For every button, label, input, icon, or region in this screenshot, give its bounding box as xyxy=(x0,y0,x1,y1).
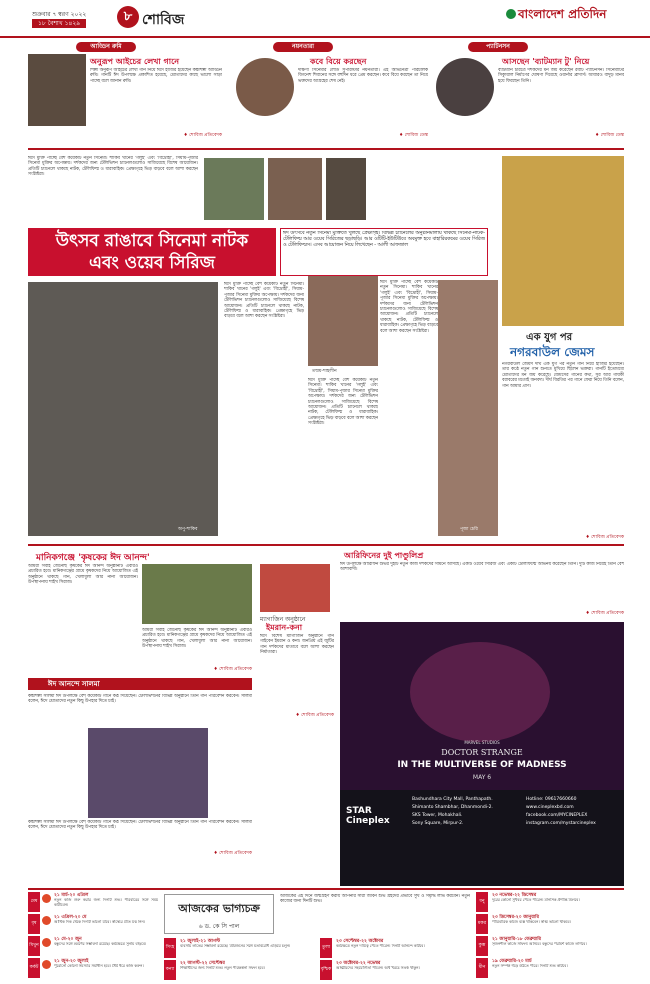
sign-text: শিক্ষার্থীদের জন্য দিনটি শুভ। নতুন পরিকল্পনা সফল হবে। xyxy=(180,966,265,970)
photo-caption: অপু-শাকিব xyxy=(178,527,198,532)
couple-photo-2 xyxy=(308,276,378,366)
newspaper-logo xyxy=(506,5,616,31)
sign-text: পুরোনো কোনো সমস্যার সমাধান হবে। ধৈর্য ধরে কাজ করুন। xyxy=(54,964,144,968)
horoscope-entry xyxy=(28,958,158,980)
sign-text: আর্থিক দিক থেকে দিনটি ভালো যাবে। স্বাস্থ্যের প্রতি যত্ন নিন। xyxy=(54,920,145,924)
sign-text: নতুন সম্পর্ক গড়ে উঠতে পারে। দিনটি শুভ কাটবে। xyxy=(492,964,568,968)
zodiac-icon xyxy=(42,916,51,925)
location-item: Shimanto Shambhar, Dhanmondi-2. xyxy=(412,805,493,810)
byline: ♦ শোবিজ ডেস্ক xyxy=(595,133,624,138)
horoscope xyxy=(28,888,624,982)
sign-label: মকর xyxy=(476,914,488,934)
lead-column-2: ঈদে মুক্তি পাচ্ছে বেশ কয়েকটি নতুন সিনেমা। শাকিব খানের 'গলুই' এবং 'বিদ্রোহী', সিয়াম-পূজার সিনেমা মুক্তির অপেক্ষায়। দর্শকদের জন্য টেলিভিশন চ্যানেলগুলোও সাজিয়েছে বিশেষ আয়োজন। প্রতিটি চ্যানেলে থাকছে নাটক, টেলিফিল্ম ও ধারাবাহিক। প্রেক্ষাগৃহে ভিড় বাড়বে বলে আশা করছেন সংশ্লিষ্টরা। xyxy=(224,282,304,320)
sign-dates: ২১ এপ্রিল-২০ মে xyxy=(54,915,87,920)
arifin-body: ঈদ উপলক্ষে আরিফিন শুভর দুইটি নতুন কাজ দর্শকদের সামনে আসছে। একটি ওয়েব সিরিজ এবং একটি টেলিফিল্মে অভিনয় করেছেন তিনি। দুটি কাজ নিয়েই তিনি বেশ আশাবাদী। xyxy=(340,562,624,573)
sign-label: কুম্ভ xyxy=(476,936,488,956)
photo-caption: পূজা চেরি xyxy=(460,527,478,532)
manik-body: আমরা সবাই জেনেছি কৃষকের ঈদ আনন্দ অনুষ্ঠানটি এবারও প্রচারিত হবে। মানিকগঞ্জের গ্রামে কৃষকদের নিয়ে আয়োজিত এই অনুষ্ঠানে থাকছে গান, খেলাধুলা আর নানা আয়োজন। উপস্থাপনায় শাইখ সিরাজ। xyxy=(28,564,138,586)
horoscope-entry xyxy=(476,958,624,980)
category-tag: নয়নতারা xyxy=(273,42,333,52)
movie-still-3 xyxy=(326,158,366,220)
actor-photo xyxy=(436,58,494,116)
photo-caption: তন্ময়-শাহলীন xyxy=(312,369,337,374)
byline: ♦ শোবিজ প্রতিবেদক xyxy=(585,611,624,616)
magazine-body: ঈদে বিশেষ ম্যাগাজিন অনুষ্ঠানে গান গাইবেন ইমরান ও কনা। জনপ্রিয় এই জুটির গান দর্শকদের মাতাবে বলে আশা করছেন নির্মাতারা। xyxy=(260,634,334,656)
contact-item: facebook.com/MYCINEPLEX xyxy=(526,813,588,818)
james-body: নগরবাউল জেমস দীর্ঘ এক যুগ পর নতুন গান নিয়ে হাজির হয়েছেন। তার কণ্ঠে নতুন গান শুনতে মুখিয়ে ছিলেন ভক্তরা। গানটি ইতোমধ্যে শ্রোতাদের মন জয় করেছে। জেমসের গানের কথা, সুর আর গায়কী বরাবরের মতোই অনবদ্য। দীর্ঘ বিরতির পর গানে ফেরা নিয়ে তিনি বলেন, গান আমার প্রাণ। xyxy=(502,362,624,389)
location-list xyxy=(412,796,522,828)
zodiac-icon xyxy=(42,894,51,903)
sign-text: দূরের কোনো সুখবর পেতে পারেন। মানসিক প্রশান্তি মিলবে। xyxy=(492,898,580,902)
lead-intro-box xyxy=(280,228,488,276)
salma-headline: ঈদ আনন্দে সালমা xyxy=(48,680,100,688)
top-stories xyxy=(28,42,624,150)
lead-headline: উৎসব রাঙাবে সিনেমা নাটক এবং ওয়েব সিরিজ xyxy=(55,231,249,273)
sign-dates: ২৩ অক্টোবর-২২ নভেম্বর xyxy=(336,961,381,966)
story-headline: আসছেন 'ব্যাটম্যান টু' নিয়ে xyxy=(502,57,590,66)
salma-headline-box xyxy=(28,678,252,690)
lead-column-3: ঈদে মুক্তি পাচ্ছে বেশ কয়েকটি নতুন সিনেমা। শাকিব খানের 'গলুই' এবং 'বিদ্রোহী', সিয়াম-পূজার সিনেমা মুক্তির অপেক্ষায়। দর্শকদের জন্য টেলিভিশন চ্যানেলগুলোও সাজিয়েছে বিশেষ আয়োজন। প্রতিটি চ্যানেলে থাকছে নাটক, টেলিফিল্ম ও ধারাবাহিক। প্রেক্ষাগৃহে ভিড় বাড়বে বলে আশা করছেন সংশ্লিষ্টরা। xyxy=(308,378,378,427)
page-number: ৮ xyxy=(117,6,139,28)
story-body: ব্যাটম্যান চরিত্রে দর্শকদের মন জয় করেছেন রবার্ট প্যাটিনসন। সিনেমাটির সিক্যুয়াল নির্মাণের ঘোষণা দিয়েছে ওয়ার্নার ব্রাদার্স। আবারও বাদুড় মানব হয়ে ফিরছেন তিনি। xyxy=(498,68,624,84)
ad-release: MAY 6 xyxy=(472,774,492,781)
horoscope-entry xyxy=(476,914,624,936)
sign-dates: ২৩ নভেম্বর-২২ ডিসেম্বর xyxy=(492,893,537,898)
sign-label: মিথুন xyxy=(28,936,40,956)
horoscope-intro: আজকের এই দিনে জন্মগ্রহণ করায় আপনার সারা জীবন শুভ গ্রহদের প্রভাবে সুখ ও সমৃদ্ধি লাভ করবেন। নতুন কাজের জন্য দিনটি শুভ। xyxy=(280,894,470,905)
lead-story xyxy=(28,156,498,542)
sign-label: কর্কট xyxy=(28,958,40,978)
horoscope-entry xyxy=(476,892,624,914)
magazine-photo xyxy=(260,564,330,612)
sign-dates: ২১ জুন-২০ জুলাই xyxy=(54,959,89,964)
horoscope-entry xyxy=(320,938,470,960)
james-photo xyxy=(502,156,624,326)
horoscope-entry xyxy=(320,960,470,982)
lead-intro-text: ঈদে মুক্তি পাচ্ছে বেশ কয়েকটি নতুন সিনেমা। শাকিব খানের 'গলুই' এবং 'বিদ্রোহী', সিয়াম-পূজার সিনেমা মুক্তির অপেক্ষায়। দর্শকদের জন্য টেলিভিশন চ্যানেলগুলোও সাজিয়েছে বিশেষ আয়োজন। প্রতিটি চ্যানেলে থাকছে নাটক, টেলিফিল্ম ও ধারাবাহিক। প্রেক্ষাগৃহে ভিড় বাড়বে বলে আশা করছেন সংশ্লিষ্টরা। xyxy=(28,156,198,178)
manik-body-2: আমরা সবাই জেনেছি কৃষকের ঈদ আনন্দ অনুষ্ঠানটি এবারও প্রচারিত হবে। মানিকগঞ্জের গ্রামে কৃষকদের নিয়ে আয়োজিত এই অনুষ্ঠানে থাকছে গান, খেলাধুলা আর নানা আয়োজন। উপস্থাপনায় শাইখ সিরাজ। xyxy=(142,628,252,650)
magazine-kicker: ম্যাগাজিন অনুষ্ঠানে xyxy=(260,616,306,623)
sign-dates: ২১ জুলাই-২১ আগস্ট xyxy=(180,939,221,944)
sign-text: ব্যবসায় লাভের সম্ভাবনা রয়েছে। প্রিয়জনের সঙ্গে মতবিরোধ এড়িয়ে চলুন। xyxy=(180,944,291,948)
sign-dates: ২১ মে-২০ জুন xyxy=(54,937,82,942)
sign-label: কন্যা xyxy=(164,960,176,980)
paper-name: বাংলাদেশ প্রতিদিন xyxy=(518,7,607,21)
date-line: শুক্রবার ৭ ম্বরণ ২০২২ xyxy=(32,11,87,18)
james-headline: নগরবাউল জেমস xyxy=(510,345,595,359)
story-headline: কবে বিয়ে করছেন xyxy=(310,57,367,66)
horoscope-title: আজকের ভাগ্যচক্র xyxy=(178,902,260,915)
zodiac-icon xyxy=(42,960,51,969)
location-item: Bashundhara City Mall, Panthapath. xyxy=(412,797,493,802)
farmers-photo xyxy=(142,564,252,624)
sign-text: সৃজনশীল কাজে সাফল্য আসবে। বন্ধুদের পরামর্শ কাজে লাগবে। xyxy=(492,942,587,946)
horoscope-title-box xyxy=(164,894,274,934)
sign-text: আত্মীয়দের সহযোগিতা পাবেন। অর্থ খরচে সতর্ক থাকুন। xyxy=(336,966,420,970)
horoscope-right xyxy=(476,892,624,982)
singer-photo xyxy=(28,54,86,126)
horoscope-entry xyxy=(28,914,158,936)
ad-studio: MARVEL STUDIOS xyxy=(464,740,500,745)
byline: ♦ শোবিজ প্রতিবেদক xyxy=(183,133,222,138)
sign-label: তুলা xyxy=(320,938,332,958)
byline: ♦ শোবিজ প্রতিবেদক xyxy=(213,851,252,856)
sign-dates: ২৩ ডিসেম্বর-২০ জানুয়ারি xyxy=(492,915,539,920)
lead-column-4: ঈদে মুক্তি পাচ্ছে বেশ কয়েকটি নতুন সিনেমা। শাকিব খানের 'গলুই' এবং 'বিদ্রোহী', সিয়াম-পূজার সিনেমা মুক্তির অপেক্ষায়। দর্শকদের জন্য টেলিভিশন চ্যানেলগুলোও সাজিয়েছে বিশেষ আয়োজন। প্রতিটি চ্যানেলে থাকছে নাটক, টেলিফিল্ম ও ধারাবাহিক। প্রেক্ষাগৃহে ভিড় বাড়বে বলে আশা করছেন সংশ্লিষ্টরা। xyxy=(380,280,438,334)
sign-label: মীন xyxy=(476,958,488,978)
salma-body: কন্ঠশিল্পী সালমা ঈদ উপলক্ষে বেশ কয়েকটি গানে কণ্ঠ দিয়েছেন। টেলিভিশনের বিভিন্ন অনুষ্ঠানে তিনি গান পরিবেশন করবেন। সালমা বলেন, ঈদে শ্রোতাদের নতুন কিছু উপহার দিতে চাই। xyxy=(28,694,252,705)
section-title: শোবিজ xyxy=(142,12,185,28)
sign-dates: ২১ জানুয়ারি-১৮ ফেব্রুয়ারি xyxy=(492,937,541,942)
masthead xyxy=(0,0,650,38)
category-tag: প্যাটিনসন xyxy=(468,42,528,52)
sign-label: মেষ xyxy=(28,892,40,912)
horoscope-entry xyxy=(164,938,314,960)
ad-movie-title: DOCTOR STRANGE xyxy=(441,748,523,757)
category-tag: আড্ডিন রুমি xyxy=(76,42,136,52)
byline: ♦ শোবিজ প্রতিবেদক xyxy=(585,535,624,540)
sign-label: সিংহ xyxy=(164,938,176,958)
contact-item: instagram.com/mystarcineplex xyxy=(526,821,596,826)
story-body: দক্ষিণী সিনেমার লেডি সুপারস্টার নয়নতারা। এই অভিনেত্রী পরিচালক বিগনেশ শিবানের সঙ্গে বহুদিন ধরে প্রেম করছেন। কবে বিয়ে করছেন তা নিয়ে ভক্তদের আগ্রহের শেষ নেই। xyxy=(298,68,428,84)
sign-text: পারিবারিক কাজে ব্যস্ত থাকবেন। স্বাস্থ্য ভালো থাকবে। xyxy=(492,920,571,924)
couple-photo-1 xyxy=(28,282,218,536)
movie-still-1 xyxy=(204,158,264,220)
logo-mark-icon xyxy=(506,9,516,19)
sign-label: ধনু xyxy=(476,892,488,912)
couple-photo-3 xyxy=(438,280,498,536)
ad-poster xyxy=(340,622,624,790)
byline: ♦ শোবিজ ডেস্ক xyxy=(399,133,428,138)
sign-text: নতুন কাজ শুরু করার জন্য দিনটি শুভ। পরিবারের সঙ্গে সময় কাটাবেন। xyxy=(54,898,158,907)
contact-list xyxy=(526,796,622,828)
lead-intro: ঈদ উৎসবে নতুন সিনেমা মুক্তিতে খুলছে প্রেক্ষাগৃহ। বিভিন্ন চ্যানেলের অনুষ্ঠানমালায় থাকছে সিনেমা-নাটক-টেলিফিল্ম আর ওয়েব সিরিজের ছড়াছড়ি। আর ওটিটি-ইউটিউবে অবমুক্ত হবে বাহারিরকমের ওয়েব সিরিজ ও টেলিফিল্মস। এসব আয়োজন নিয়ে লিখেছেন - আলী আফজাল xyxy=(283,231,485,248)
horoscope-left xyxy=(28,892,158,982)
salma-body-2: কন্ঠশিল্পী সালমা ঈদ উপলক্ষে বেশ কয়েকটি গানে কণ্ঠ দিয়েছেন। টেলিভিশনের বিভিন্ন অনুষ্ঠানে তিনি গান পরিবেশন করবেন। সালমা বলেন, ঈদে শ্রোতাদের নতুন কিছু উপহার দিতে চাই। xyxy=(28,820,252,831)
salma-photo xyxy=(88,728,208,818)
horoscope-author: ৬ ড. কে সি পাল xyxy=(198,923,240,930)
horoscope-entry xyxy=(28,936,158,958)
movie-ad xyxy=(340,622,624,886)
sign-dates: ২১ মার্চ-২০ এপ্রিল xyxy=(54,893,89,898)
horoscope-entry xyxy=(164,960,314,982)
actress-photo xyxy=(236,58,294,116)
sign-dates: ২২ আগস্ট-২২ সেপ্টেম্বর xyxy=(180,961,225,966)
sign-dates: ২৩ সেপ্টেম্বর-২২ অক্টোবর xyxy=(336,939,384,944)
location-item: SKS Tower, Mohakhali. xyxy=(412,813,463,818)
story-body: শিল্পী অনুরূপ আইচের লেখা গান নিয়ে ঈদে হাজির হয়েছেন কন্ঠশিল্পী আড্ডিন রুমি। গানটি ঈদ উপলক্ষে প্রকাশিত হয়েছে, শ্রোতাদের কাছে ভালো সাড়া পাচ্ছে বলে জানান রুমি। xyxy=(90,68,222,84)
sign-text: কর্মক্ষেত্রে নতুন দায়িত্ব পেতে পারেন। দিনটি আনন্দে কাটবে। xyxy=(336,944,425,948)
lower-section xyxy=(28,544,624,884)
movie-still-2 xyxy=(268,158,322,220)
lead-headline-box xyxy=(28,228,276,276)
ad-glow xyxy=(410,642,550,742)
sign-text: বন্ধুদের সঙ্গে ভ্রমণের সম্ভাবনা রয়েছে। কর্মক্ষেত্রে সুনাম বাড়বে। xyxy=(54,942,147,946)
magazine-headline: ইমরান-কনা xyxy=(266,623,303,632)
horoscope-entry xyxy=(476,936,624,958)
ad-movie-sub: IN THE MULTIVERSE OF MADNESS xyxy=(397,760,567,770)
date-line-2: ১৮ বৈশাখ ১৪২৯ xyxy=(32,19,86,28)
location-item: Sony Square, Mirpur-2. xyxy=(412,821,464,826)
contact-item: www.cineplexbd.com xyxy=(526,805,574,810)
arifin-headline: আরিফিনের দুই পাণ্ডুলিপ্র xyxy=(344,551,424,560)
zodiac-icon xyxy=(42,938,51,947)
manik-headline: মানিকগঞ্জে 'কৃষকের ঈদ আনন্দ' xyxy=(36,553,150,563)
sign-label: বৃশ্চিক xyxy=(320,960,332,980)
sign-dates: ১৯ ফেব্রুয়ারি-২০ মার্চ xyxy=(492,959,532,964)
cineplex-logo: STAR Cineplex xyxy=(346,806,390,826)
horoscope-entry xyxy=(28,892,158,914)
sign-label: বৃষ xyxy=(28,914,40,934)
byline: ♦ শোবিজ প্রতিবেদক xyxy=(213,667,252,672)
story-headline: অনুরূপ আইচের লেখা গানে xyxy=(90,57,180,66)
james-story xyxy=(502,156,624,542)
byline: ♦ শোবিজ প্রতিবেদক xyxy=(295,713,334,718)
contact-item: Hotline: 09617660660 xyxy=(526,797,577,802)
james-kicker: এক যুগ পর xyxy=(526,332,573,343)
